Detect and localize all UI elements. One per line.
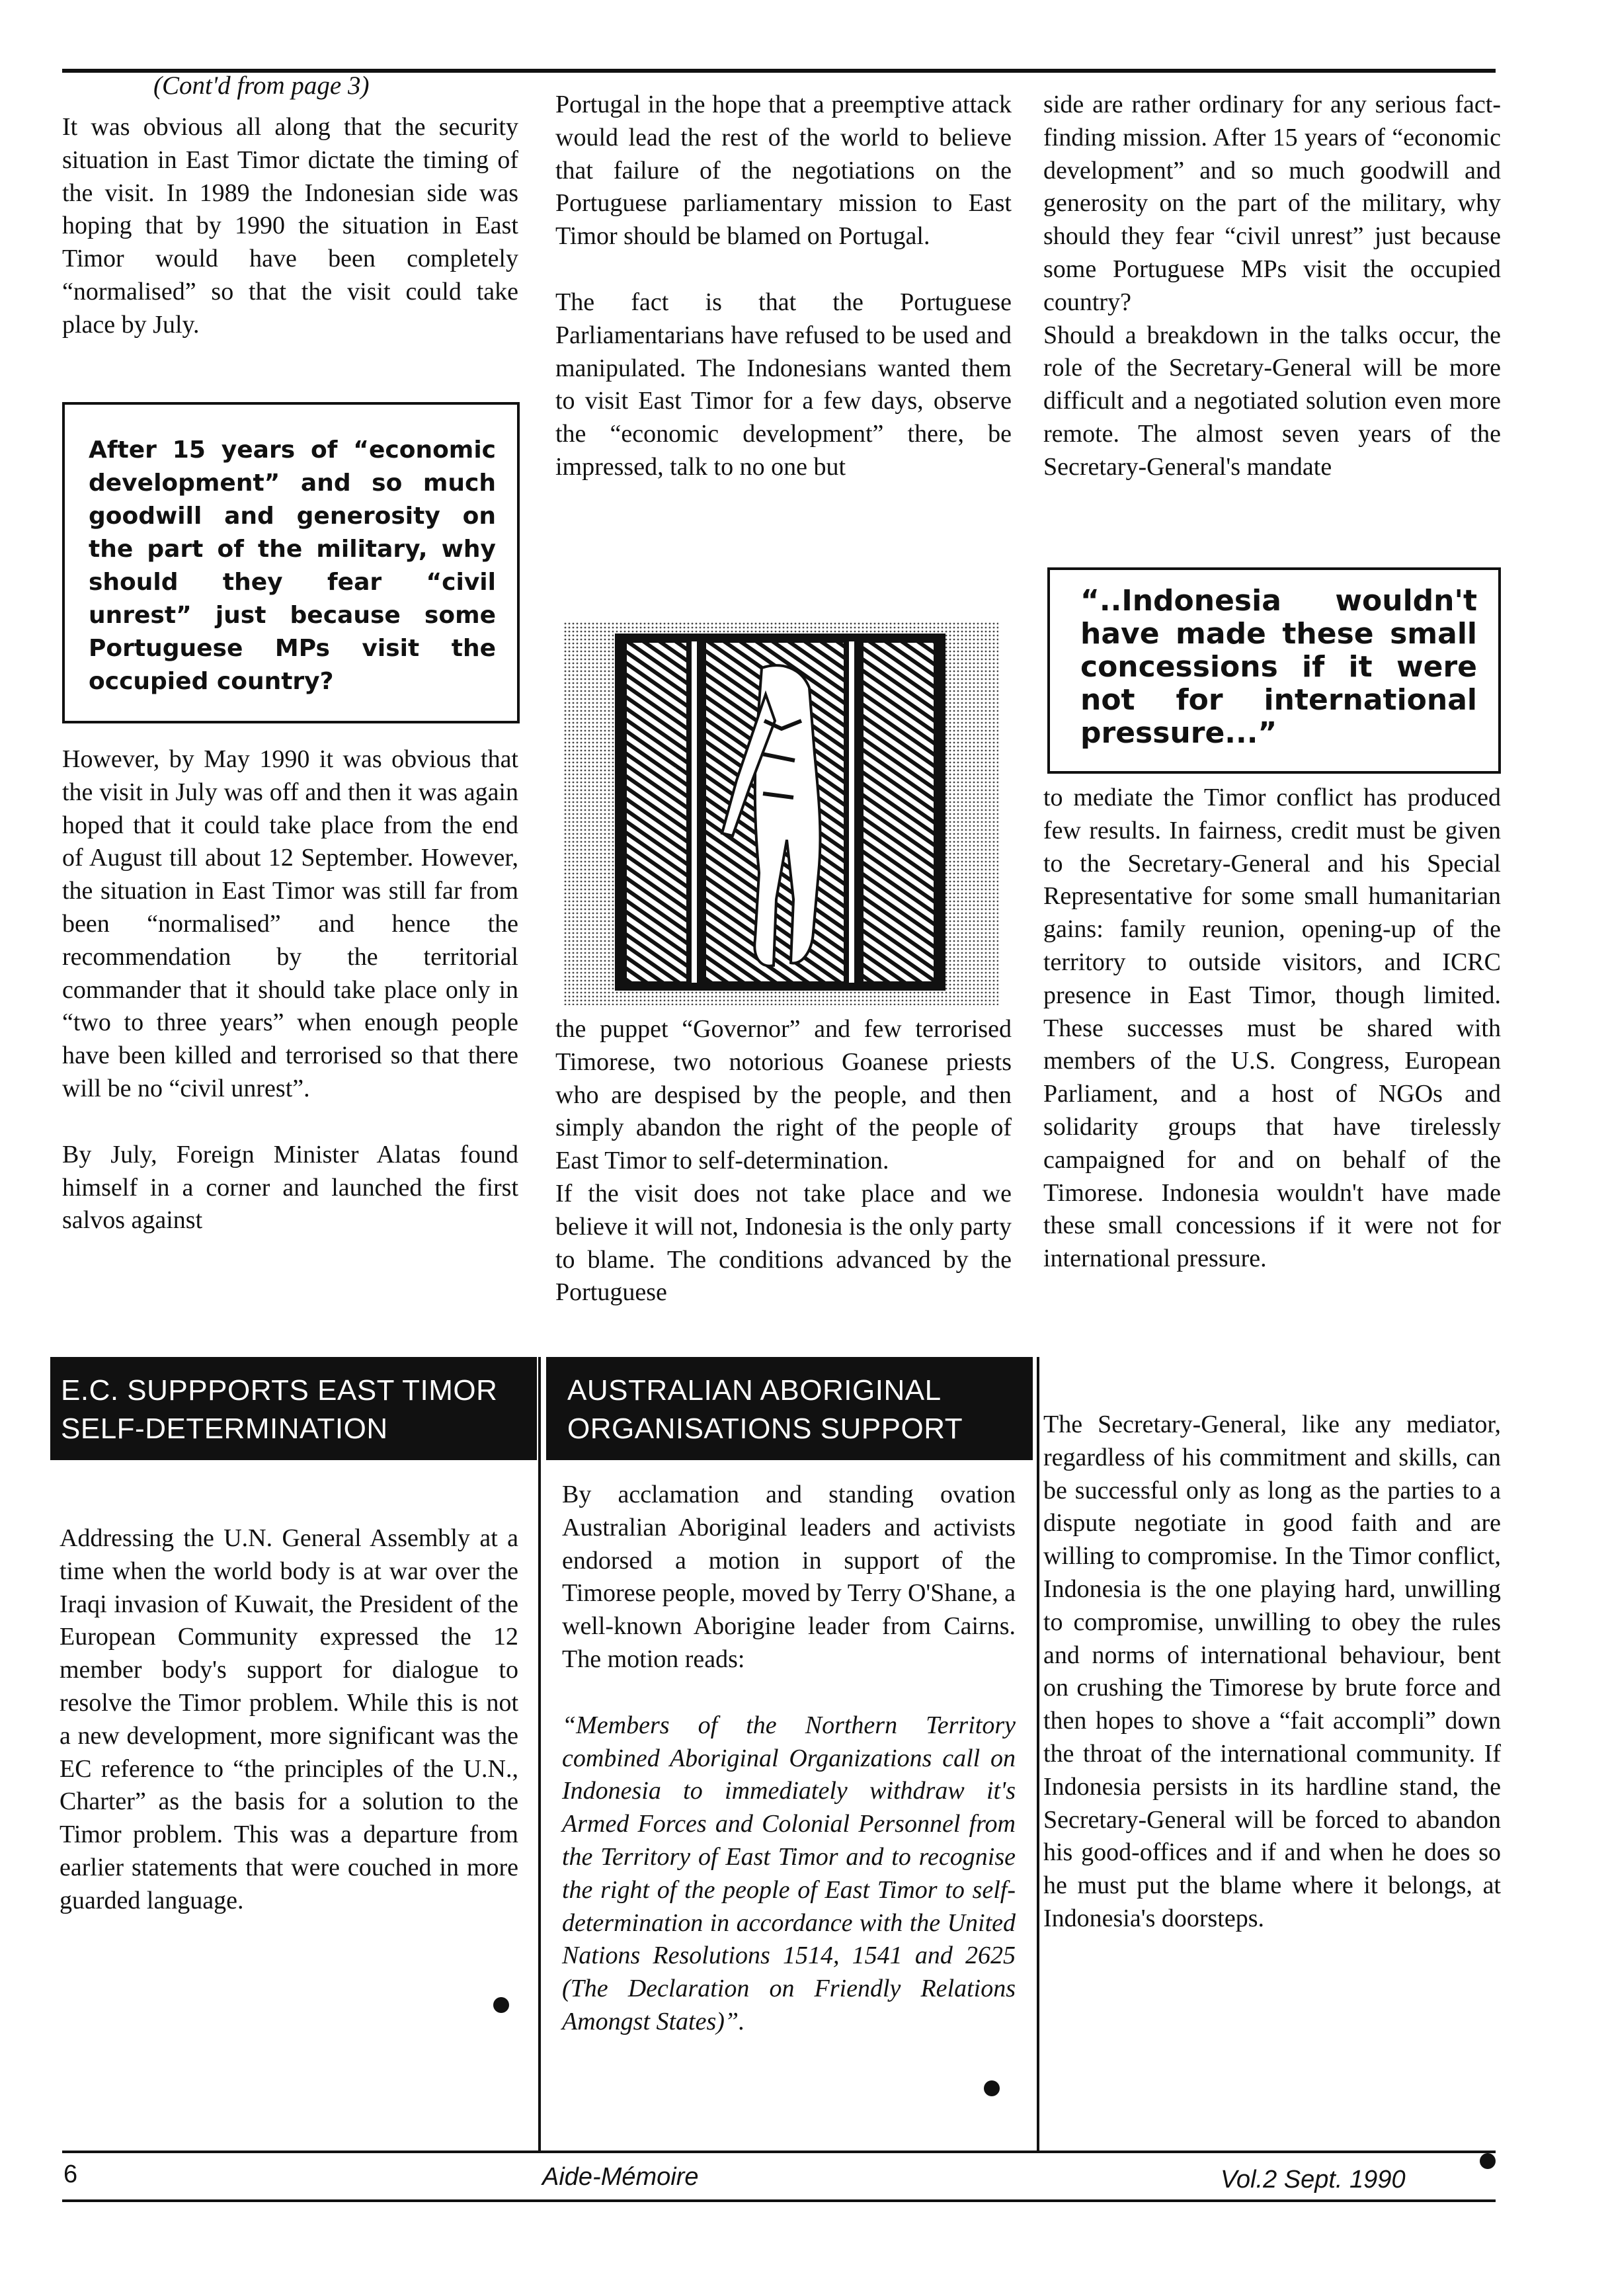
pull-quote-right xyxy=(1047,567,1501,774)
paragraph: the puppet “Governor” and few terrorised Timorese, two notorious Goanese priests who are despised by the people, and then simply abandon the right of the people of East Timor to self-determination. xyxy=(555,1015,1012,1175)
column-2-middle xyxy=(555,1013,1012,1309)
pull-quote-text: After 15 years of “economic development” and so much goodwill and generosity on the part of the military, why should they fear “civil unrest” just because some Portuguese MPs visit the occupied country? xyxy=(89,436,496,695)
column-1-top xyxy=(62,111,518,342)
publication-name: Aide-Mémoire xyxy=(542,2163,699,2191)
issue-info: Vol.2 Sept. 1990 xyxy=(1221,2166,1406,2194)
aboriginal-box-title-line: AUSTRALIAN ABORIGINAL xyxy=(567,1374,942,1407)
end-bullet xyxy=(493,1997,509,2013)
page-number: 6 xyxy=(63,2160,78,2188)
aboriginal-box-title-line: ORGANISATIONS SUPPORT xyxy=(567,1413,963,1445)
paragraph: By July, Foreign Minister Alatas found himself in a corner and launched the first salvos against xyxy=(62,1140,518,1235)
paragraph: Should a breakdown in the talks occur, the role of the Secretary-General will be more difficult and a negotiated solution even more remote. The almost seven years of the Secretary-General's mandate xyxy=(1043,321,1501,481)
paragraph: The Secretary-General, like any mediator, regardless of his commitment and skills, can be successful only as long as the parties to a dispute negotiate in good faith and are willing to compromise. In the Timor conflict, Indonesia is the one playing hard, unwilling to compromise, unwilling to obey the rules and norms of international behaviour, bent on crushing the Timorese by brute force and then hopes to shove a “fait accompli” down the throat of the international community. If Indonesia persists in its hardline stand, the Secretary-General will be forced to abandon his good-offices and if and when he does so he must put the blame where it belongs, at Indonesia's doorsteps. xyxy=(1043,1411,1501,1932)
ec-box-title-line: SELF-DETERMINATION xyxy=(61,1413,388,1445)
paragraph: Portugal in the hope that a preemptive attack would lead the rest of the world to believe that failure of the negotiations on the Portuguese parliamentary mission to East Timor should be blamed on Portugal. xyxy=(555,91,1012,251)
column-divider xyxy=(538,1357,541,2151)
column-1-bottom xyxy=(62,743,518,1237)
footer-rule xyxy=(62,2151,1496,2153)
paragraph: side are rather ordinary for any serious fact-finding mission. After 15 years of “economic development” and so much goodwill and generosity on the part of the military, why should they fear “civil unrest” just because some Portuguese MPs visit the occupied country? xyxy=(1043,91,1501,316)
paragraph: If the visit does not take place and we believe it will not, Indonesia is the only party to blame. The conditions advanced by the Portuguese xyxy=(555,1179,1012,1307)
paragraph: The fact is that the Portuguese Parliamentarians have refused to be used and manipulated. The Indonesians wanted them to visit East Timor for a few days, observe the “economic development” there, be impressed, talk to no one but xyxy=(555,288,1012,481)
column-divider xyxy=(1037,1357,1039,2151)
column-3-bottom xyxy=(1043,1409,1501,1936)
ec-box-title xyxy=(50,1357,537,1460)
ec-box-body xyxy=(60,1522,518,1918)
bottom-rule xyxy=(62,2199,1496,2202)
aboriginal-box-body xyxy=(562,1479,1016,2039)
paragraph: Addressing the U.N. General Assembly at a time when the world body is at war over the Iraqi invasion of Kuwait, the President of the European Community expressed the 12 member body's support for dialogue to resolve the Timor problem. While this is not a new development, more significant was the EC reference to “the principles of the U.N., Charter” as the basis for a solution to the Timor problem. This was a departure from earlier statements that were couched in more guarded language. xyxy=(60,1524,518,1914)
end-bullet xyxy=(984,2080,1000,2096)
column-3-top xyxy=(1043,89,1501,484)
column-3-middle xyxy=(1043,782,1501,1276)
aboriginal-box-title xyxy=(546,1357,1033,1460)
paragraph: However, by May 1990 it was obvious that the visit in July was off and then it was again hoped that it could take place from the end of August till about 12 September. However, the situation in East Timor was still far from been “normalised” and hence the recommendation by the territorial commander that it should take place only in “two to three years” when enough people have been killed and terrorised so that there will be no “civil unrest”. xyxy=(62,745,518,1102)
column-2-top xyxy=(555,89,1012,484)
paragraph: It was obvious all along that the security situation in East Timor dictate the timing of the visit. In 1989 the Indonesian side was hoping that by 1990 the situation in East Timor would have been completely “normalised” so that the visit could take place by July. xyxy=(62,113,518,339)
paragraph: to mediate the Timor conflict has produced few results. In fairness, credit must be given to the Secretary-General and his Special Representative for some small humanitarian gains: family reunion, opening-up of the territory to outside visitors, and ICRC presence in East Timor, though limited. These successes must be shared with members of the U.S. Congress, European Parliament, and a host of NGOs and solidarity groups that have tirelessly campaigned for and on behalf of the Timorese. Indonesia wouldn't have made these small concessions if it were not for international pressure. xyxy=(1043,784,1501,1273)
paragraph: By acclamation and standing ovation Australian Aboriginal leaders and activists endorsed a motion in support of the Timorese people, moved by Terry O'Shane, a well-known Aborigine leader from Cairns. The motion reads: xyxy=(562,1481,1016,1673)
motion-quote: “Members of the Northern Territory combined Aboriginal Organizations call on Indonesia to immediately withdraw it's Armed Forces and Colonial Personnel from the Territory of East Timor and to recognise the right of the people of East Timor to self-determination in accordance with the United Nations Resolutions 1514, 1541 and 2625 (The Declaration on Friendly Relations Amongst States)”. xyxy=(562,1711,1016,2035)
pull-quote-text: “..Indonesia wouldn't have made these small concessions if it were not for international pressure...” xyxy=(1080,584,1477,750)
pull-quote-left xyxy=(62,402,520,723)
prisoner-behind-bars-illustration xyxy=(563,622,998,1005)
end-bullet xyxy=(1480,2153,1496,2169)
continued-note: (Cont'd from page 3) xyxy=(153,71,370,100)
ec-box-title-line: E.C. SUPPPORTS EAST TIMOR xyxy=(61,1374,498,1407)
